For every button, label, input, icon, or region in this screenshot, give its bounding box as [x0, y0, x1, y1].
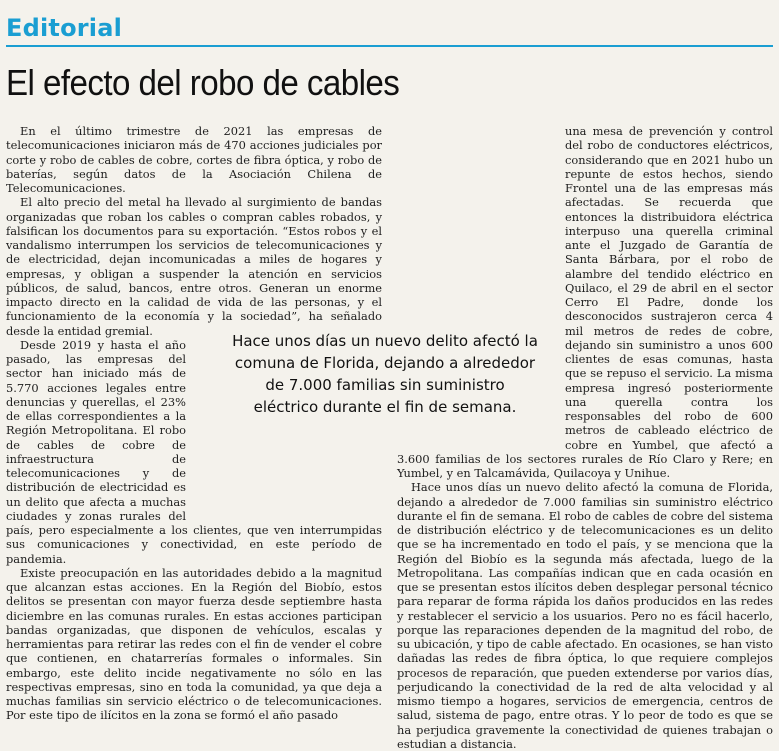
- pull-quote-gap: [186, 404, 382, 522]
- paragraph: El alto precio del metal ha llevado al surgimiento de bandas organizadas que roban los cables o compran cables robados, y falsifican los documentos para su exportación. “Estos robos y el vandalismo interrumpen los servicios de telecomunicaciones y de electricidad, dejan incomunicadas a miles de hogares y empresas, y obligan a suspender la atención en servicios públicos, de salud, bancos, entre otros. Generan un enorme impacto directo en la calidad de vida de las personas, y el funcionamiento de la economía y la sociedad”, ha señalado desde la entidad gremial.: [6, 195, 382, 338]
- paragraph: una mesa de prevención y control del robo de conductores eléctricos, considerando que en 2021 hubo un repunte de estos hechos, siendo Frontel una de las empresas más afectadas. Se recuerda que entonces la distribuidora eléctrica interpuso una querella criminal ante el Juzgado de Garantía de Santa Bárbara, por el robo de alambre del tendido eléctrico en Quilaco, el 29 de abril en el sector Cerro El Padre, donde los desconocidos sustrajeron cerca 4 mil metros de redes de cobre, dejando sin suministro a unos 600 clientes de esas comunas, hasta que se repuso el servicio. La misma empresa ingresó posteriormente una querella contra los responsables del robo de 600 metros de cableado eléctrico de cobre en Yumbel, que afectó a 3.600 familias de los sectores rurales de Río Claro y Rere; en Yumbel, y en Talcamávida, Quilacoya y Unihue.: [397, 124, 773, 480]
- article-column-right: [397, 124, 773, 751]
- headline: El efecto del robo de cables: [6, 62, 400, 103]
- article-column-left: [6, 124, 382, 723]
- paragraph: En el último trimestre de 2021 las empresas de telecomunicaciones iniciaron más de 470 acciones judiciales por corte y robo de cables de cobre, cortes de fibra óptica, y robo de baterías, según datos de la Asociación Chilena de Telecomunicaciones.: [6, 124, 382, 195]
- pull-quote: Hace unos días un nuevo delito afectó la comuna de Florida, dejando a alrededor de 7.000 familias sin suministro eléctrico durante el fin de semana.: [232, 332, 538, 416]
- paragraph: Desde 2019 y hasta el año pasado, las empresas del sector han iniciado más de 5.770 acciones legales entre denuncias y querellas, el 23% de ellas correspondientes a la Región Metropolitana. El robo de cables de cobre de infraestructura de telecomunicaciones y de distribución de electricidad es un delito que afecta a muchas ciudades y zonas rurales del país, pero especialmente a los clientes, que ven interrumpidas sus comunicaciones y conectividad, en este período de pandemia.: [6, 337, 382, 566]
- paragraph: Existe preocupación en las autoridades debido a la magnitud que alcanzan estas acciones. En la Región del Biobío, estos delitos se presentan con mayor fuerza desde septiembre hasta diciembre en las comunas rurales. En estas acciones participan bandas organizadas, que disponen de vehículos, escalas y herramientas para retirar las redes con el fin de vender el cobre que contienen, en chatarrerías formales o informales. Sin embargo, este delito incide negativamente no sólo en las respectivas empresas, sino en toda la comunidad, ya que deja a muchas familias sin servicio eléctrico o de telecomunicaciones. Por este tipo de ilícitos en la zona se formó el año pasado: [6, 565, 382, 723]
- paragraph: Hace unos días un nuevo delito afectó la comuna de Florida, dejando a alrededor de 7.000 familias sin suministro eléctrico durante el fin de semana. El robo de cables de cobre del sistema de distribución eléctrico y de telecomunicaciones es un delito que se ha incrementado en todo el país, y se menciona que la Región del Biobío es la segunda más afectada, luego de la Metropolitana. Las compañías indican que en cada ocasión en que se presentan estos ilícitos deben desplegar personal técnico para reparar de forma rápida los daños producidos en las redes y restablecer el servicio a los usuarios. Pero no es fácil hacerlo, porque las reparaciones dependen de la magnitud del robo, de su ubicación, y tipo de cable afectado. En ocasiones, se han visto dañadas las redes de fibra óptica, lo que requiere complejos procesos de reparación, que pueden extenderse por varios días, perjudicando la conectividad de la red de alta velocidad y al mismo tiempo a hogares, servicios de emergencia, centros de salud, sistema de pago, entre otras. Y lo peor de todo es que se ha perjudica gravemente la conectividad de quienes trabajan o estudian a distancia.: [397, 480, 774, 751]
- section-rule: [6, 45, 773, 47]
- section-label: Editorial: [6, 14, 123, 42]
